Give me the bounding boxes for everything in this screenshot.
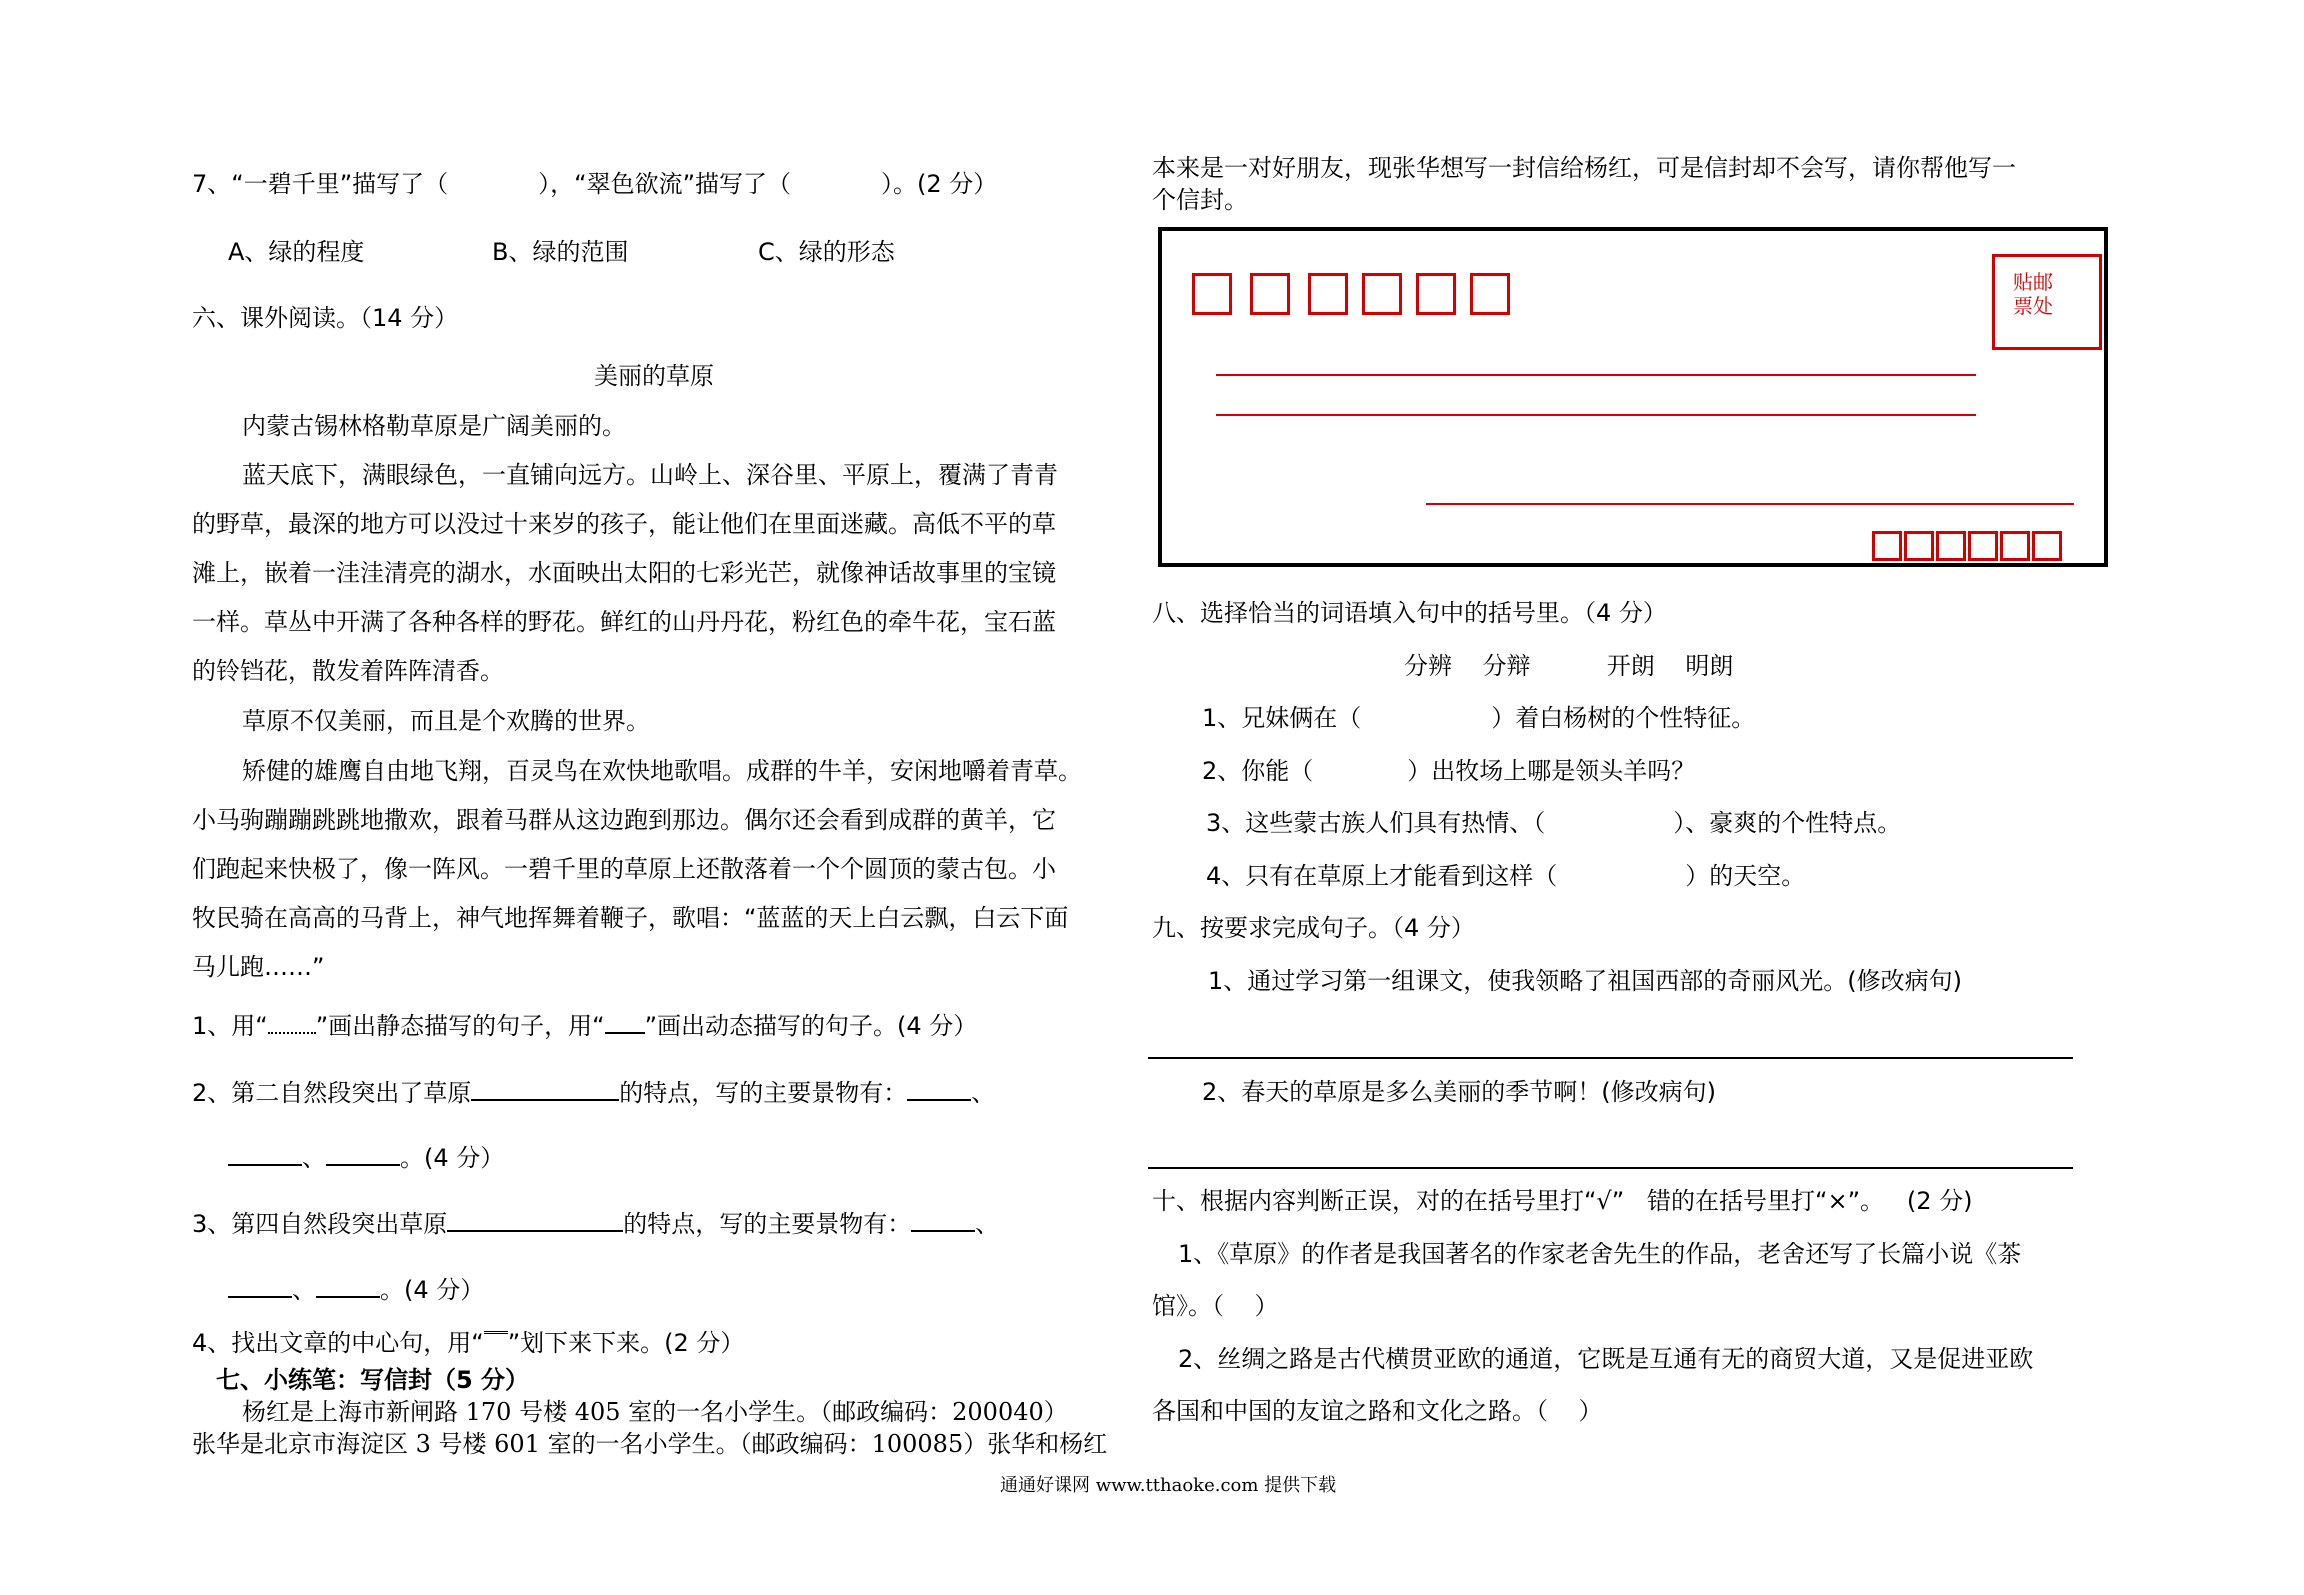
q7-option-b: B、绿的范围 <box>492 238 629 266</box>
q3-part-b: 的特点，写的主要景物有： <box>623 1210 912 1238</box>
s9-item-1: 1、通过学习第一组课文，使我领略了祖国西部的奇丽风光。(修改病句) <box>1208 967 1962 995</box>
s8-item-1 <box>1202 702 1755 734</box>
q7-part-a: 7、“一碧千里”描写了（ <box>192 170 449 198</box>
sender-zip-box-2[interactable] <box>1904 531 1934 561</box>
word-bank: 分辨 分辩 开朗 明朗 <box>1404 652 1734 680</box>
q7-part-b: ），“翠色欲流”描写了（ <box>538 170 792 198</box>
s10-item-1-line2: 馆》。（ ） <box>1152 1292 1279 1320</box>
s9-answer-line-2[interactable] <box>1148 1167 2073 1169</box>
s8-2-part-a: 2、你能（ <box>1202 757 1314 785</box>
section-7-line1: 杨红是上海市新闸路 170 号楼 405 室的一名小学生。（邮政编码：200040） <box>242 1398 1068 1426</box>
stamp-area <box>1992 254 2102 350</box>
q1-part-c: ”画出动态描写的句子。(4 分） <box>644 1012 978 1040</box>
passage-p4-line2: 小马驹蹦蹦跳跳地撒欢，跟着马群从这边跑到那边。偶尔还会看到成群的黄羊，它 <box>192 806 1056 834</box>
passage-p4-line1: 矫健的雄鹰自由地飞翔，百灵鸟在欢快地歌唱。成群的牛羊，安闲地嚼着青草。 <box>242 757 1082 785</box>
recipient-zip-box-2[interactable] <box>1250 273 1290 315</box>
recipient-zip-box-4[interactable] <box>1362 273 1402 315</box>
q4-part-a: 4、找出文章的中心句，用“ <box>192 1329 484 1357</box>
passage-p2-line1: 蓝天底下，满眼绿色，一直铺向远方。山岭上、深谷里、平原上，覆满了青青 <box>242 461 1058 489</box>
question-3-cont <box>228 1274 484 1306</box>
s9-answer-line-1[interactable] <box>1148 1057 2073 1059</box>
section-7-heading: 七、小练笔：写信封（5 分） <box>216 1366 530 1394</box>
stamp-label-line1: 贴邮 <box>2013 270 2053 294</box>
q2-blank-scene-1[interactable] <box>907 1077 971 1101</box>
section-10-heading: 十、根据内容判断正误，对的在括号里打“√” 错的在括号里打“×”。 (2 分) <box>1152 1187 1973 1215</box>
footer-source: 通通好课网 www.tthaoke.com 提供下载 <box>1000 1475 1337 1496</box>
q2-part-c: 、 <box>971 1079 996 1107</box>
double-line-mark <box>484 1331 508 1344</box>
s8-4-part-b: ）的天空。 <box>1685 862 1806 890</box>
passage-p2-line2: 的野草，最深的地方可以没过十来岁的孩子，能让他们在里面迷藏。高低不平的草 <box>192 510 1056 538</box>
intro-line1: 本来是一对好朋友，现张华想写一封信给杨红，可是信封却不会写，请你帮他写一 <box>1152 154 2016 182</box>
s8-1-part-b: ）着白杨树的个性特征。 <box>1491 704 1756 732</box>
sender-zip-box-3[interactable] <box>1936 531 1966 561</box>
q7-option-c: C、绿的形态 <box>758 238 895 266</box>
sender-zip-box-5[interactable] <box>2000 531 2030 561</box>
q2-blank-scene-2[interactable] <box>228 1142 302 1166</box>
s8-2-part-b: ）出牧场上哪是领头羊吗？ <box>1407 757 1696 785</box>
passage-p4-line3: 们跑起来快极了，像一阵风。一碧千里的草原上还散落着一个个圆顶的蒙古包。小 <box>192 855 1056 883</box>
q1-part-a: 1、用“ <box>192 1012 268 1040</box>
q4-part-b: ”划下来下来。(2 分） <box>507 1329 745 1357</box>
section-8-heading: 八、选择恰当的词语填入句中的括号里。（4 分） <box>1152 599 1667 627</box>
q3-part-a: 3、第四自然段突出草原 <box>192 1210 448 1238</box>
stamp-label-line2: 票处 <box>2013 294 2053 318</box>
q3-blank-scene-2[interactable] <box>228 1274 292 1298</box>
q2-part-d: 、 <box>302 1144 326 1172</box>
sender-zip-box-6[interactable] <box>2032 531 2062 561</box>
q3-blank-scene-3[interactable] <box>316 1274 380 1298</box>
intro-line2: 个信封。 <box>1152 186 1248 214</box>
q2-blank-scene-3[interactable] <box>326 1142 400 1166</box>
section-6-heading: 六、课外阅读。（14 分） <box>192 304 459 332</box>
s8-3-part-b: ）、豪爽的个性特点。 <box>1673 809 1902 837</box>
q3-blank-feature[interactable] <box>447 1208 623 1232</box>
wavy-underline-sample <box>268 1012 316 1034</box>
q1-part-b: ”画出静态描写的句子，用“ <box>315 1012 605 1040</box>
section-7-line2: 张华是北京市海淀区 3 号楼 601 室的一名小学生。（邮政编码：100085）张华和杨红 <box>192 1430 1108 1458</box>
s8-4-part-a: 4、只有在草原上才能看到这样（ <box>1206 862 1558 890</box>
recipient-zip-box-3[interactable] <box>1308 273 1348 315</box>
question-4 <box>192 1327 744 1359</box>
s9-item-2: 2、春天的草原是多么美丽的季节啊！(修改病句) <box>1202 1078 1716 1106</box>
section-9-heading: 九、按要求完成句子。（4 分） <box>1152 914 1475 942</box>
passage-p2-line3: 滩上，嵌着一洼洼清亮的湖水，水面映出太阳的七彩光芒，就像神话故事里的宝镜 <box>192 559 1056 587</box>
passage-p2-line5: 的铃铛花，散发着阵阵清香。 <box>192 657 504 685</box>
passage-title: 美丽的草原 <box>594 362 714 390</box>
s8-item-3 <box>1206 807 1901 839</box>
sender-address-line[interactable] <box>1426 503 2074 505</box>
question-2 <box>192 1077 995 1109</box>
s10-item-2-line2: 各国和中国的友谊之路和文化之路。（ ） <box>1152 1397 1603 1425</box>
s8-1-part-a: 1、兄妹俩在（ <box>1202 704 1362 732</box>
q3-blank-scene-1[interactable] <box>911 1208 975 1232</box>
s10-item-1-line1: 1、《草原》的作者是我国著名的作家老舍先生的作品，老舍还写了长篇小说《茶 <box>1178 1240 2022 1268</box>
question-2-cont <box>228 1142 504 1174</box>
passage-p3: 草原不仅美丽，而且是个欢腾的世界。 <box>242 707 650 735</box>
s8-3-part-a: 3、这些蒙古族人们具有热情、（ <box>1206 809 1546 837</box>
sender-zip-box-4[interactable] <box>1968 531 1998 561</box>
envelope <box>1158 227 2108 567</box>
passage-p4-line4: 牧民骑在高高的马背上，神气地挥舞着鞭子，歌唱：“蓝蓝的天上白云飘，白云下面 <box>192 904 1069 932</box>
q3-part-c: 、 <box>975 1210 1000 1238</box>
recipient-zip-box-5[interactable] <box>1416 273 1456 315</box>
sender-zip-box-1[interactable] <box>1872 531 1902 561</box>
recipient-zip-box-6[interactable] <box>1470 273 1510 315</box>
passage-p1: 内蒙古锡林格勒草原是广阔美丽的。 <box>242 412 626 440</box>
q2-part-a: 2、第二自然段突出了草原 <box>192 1079 472 1107</box>
question-1 <box>192 1010 977 1042</box>
q7-part-c: ）。(2 分） <box>881 170 998 198</box>
passage-p4-line5: 马儿跑……” <box>192 953 325 981</box>
q3-part-e: 。(4 分） <box>380 1276 485 1304</box>
recipient-address-line[interactable] <box>1216 374 1976 376</box>
q2-part-b: 的特点，写的主要景物有： <box>619 1079 908 1107</box>
q2-part-e: 。(4 分） <box>400 1144 505 1172</box>
straight-underline-sample <box>605 1010 645 1034</box>
recipient-name-line[interactable] <box>1216 414 1976 416</box>
recipient-zip-box-1[interactable] <box>1192 273 1232 315</box>
s10-item-2-line1: 2、丝绸之路是古代横贯亚欧的通道，它既是互通有无的商贸大道，又是促进亚欧 <box>1178 1345 2034 1373</box>
s8-item-4 <box>1206 860 1805 892</box>
q7-option-a: A、绿的程度 <box>228 238 365 266</box>
s8-item-2 <box>1202 755 1695 787</box>
passage-p2-line4: 一样。草丛中开满了各种各样的野花。鲜红的山丹丹花，粉红色的牵牛花，宝石蓝 <box>192 608 1056 636</box>
q2-blank-feature[interactable] <box>471 1077 619 1101</box>
question-3 <box>192 1208 999 1240</box>
q7-line <box>192 168 997 200</box>
q3-part-d: 、 <box>292 1276 316 1304</box>
